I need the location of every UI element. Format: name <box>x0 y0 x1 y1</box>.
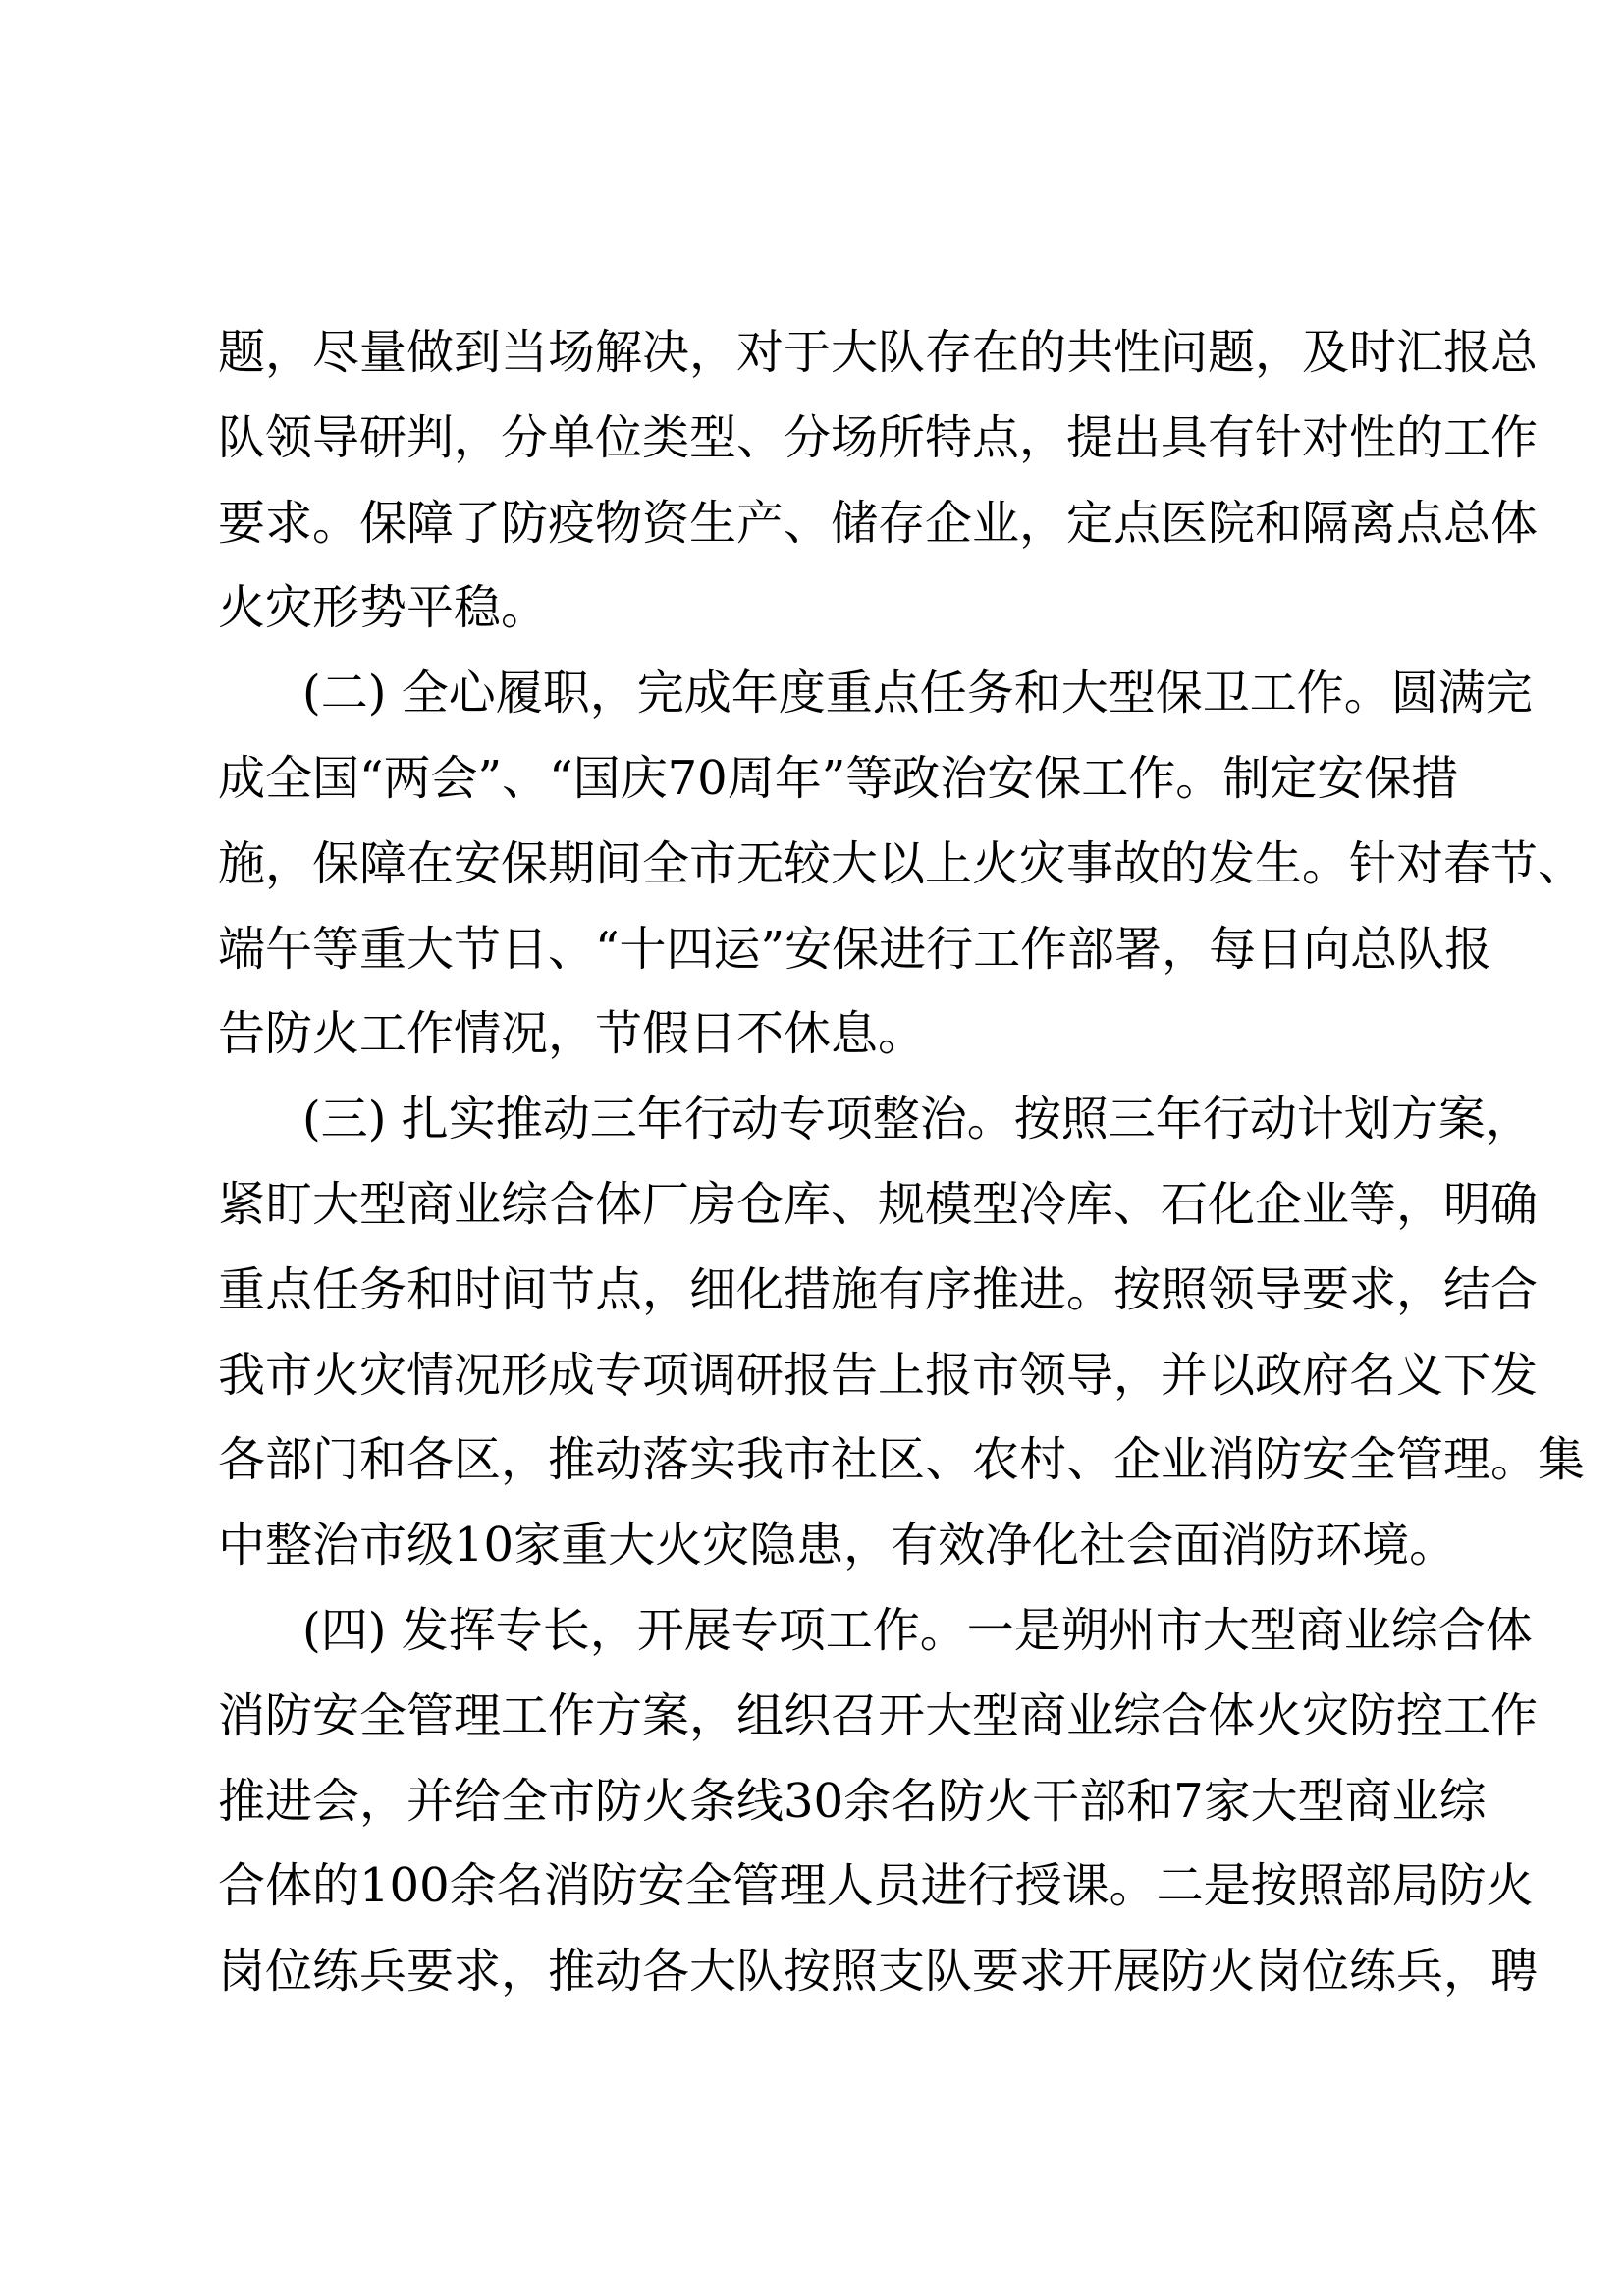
text-line: 施，保障在安保期间全市无较大以上火灾事故的发生。针对春节、 <box>218 835 1586 891</box>
text-line: (四) 发挥专长，开展专项工作。一是朔州市大型商业综合体 <box>302 1602 1533 1658</box>
paragraph <box>218 310 1539 651</box>
text-line: 告防火工作情况，节假日不休息。 <box>218 1006 926 1062</box>
paragraph <box>218 1588 1539 2014</box>
text-line: 重点任务和时间节点，细化措施有序推进。按照领导要求，结合 <box>218 1261 1539 1317</box>
text-line: 火灾形势平稳。 <box>218 580 549 636</box>
paragraph <box>218 1077 1586 1588</box>
text-line: 队领导研判，分单位类型、分场所特点，提出具有针对性的工作 <box>218 409 1539 465</box>
text-line: 我市火灾情况形成专项调研报告上报市领导，并以政府名义下发 <box>218 1347 1539 1403</box>
text-line: 推进会，并给全市防火条线30余名防火干部和7家大型商业综 <box>218 1773 1487 1829</box>
text-line: (三) 扎实推动三年行动专项整治。按照三年行动计划方案， <box>302 1092 1533 1148</box>
paragraph <box>218 651 1586 1077</box>
text-line: 各部门和各区，推动落实我市社区、农村、企业消防安全管理。集 <box>218 1432 1586 1488</box>
text-line: 紧盯大型商业综合体厂房仓库、规模型冷库、石化企业等，明确 <box>218 1176 1539 1232</box>
document-body <box>218 310 1586 2014</box>
text-line: 合体的100余名消防安全管理人员进行授课。二是按照部局防火 <box>218 1858 1534 1914</box>
text-line: 成全国“两会”、“国庆70周年”等政治安保工作。制定安保措 <box>218 750 1459 806</box>
text-line: 中整治市级10家重大火灾隐患，有效净化社会面消防环境。 <box>218 1518 1457 1574</box>
text-line: 要求。保障了防疫物资生产、储存企业，定点医院和隔离点总体 <box>218 495 1539 551</box>
text-line: 岗位练兵要求，推动各大队按照支队要求开展防火岗位练兵，聘 <box>218 1944 1539 2000</box>
text-line: (二) 全心履职，完成年度重点任务和大型保卫工作。圆满完 <box>302 666 1533 721</box>
text-line: 题，尽量做到当场解决，对于大队存在的共性问题，及时汇报总 <box>218 325 1539 380</box>
text-line: 端午等重大节日、“十四运”安保进行工作部署，每日向总队报 <box>218 921 1492 977</box>
text-line: 消防安全管理工作方案，组织召开大型商业综合体火灾防控工作 <box>218 1687 1539 1743</box>
